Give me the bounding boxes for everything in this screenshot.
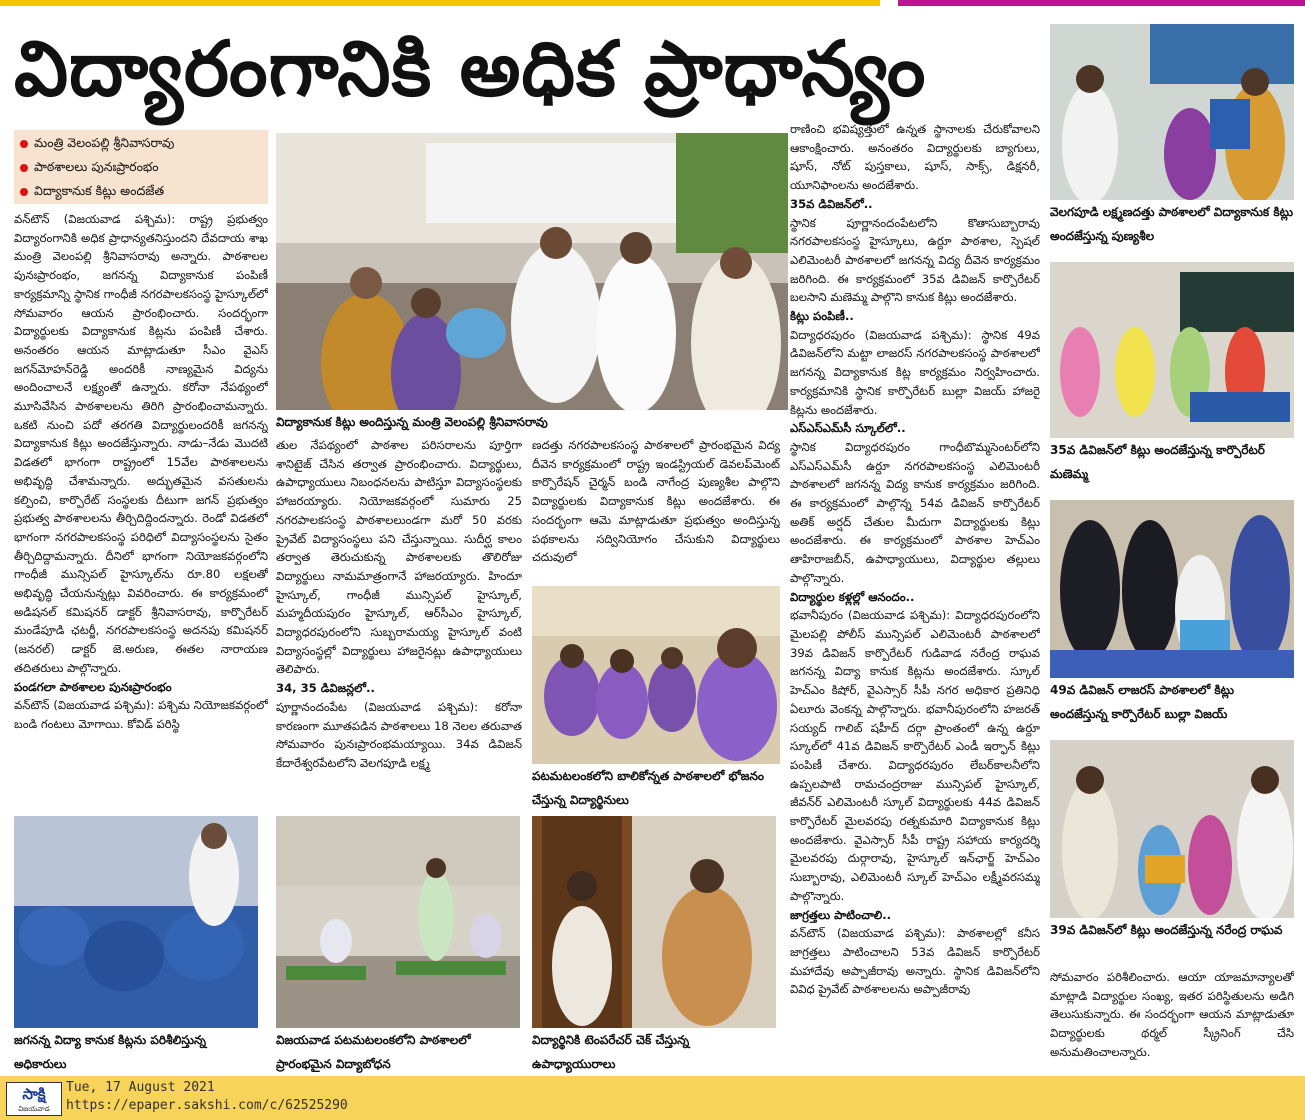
photo-caption: 39వ డివిజన్‌లో కిట్లు అందజేస్తున్న నరేంద్ర రాఘవ [1050,923,1283,937]
subheading: 34, 35 డివిజన్లలో.. [276,681,375,696]
photo-caption: విద్యార్థినికి టెంపరేచర్ చెక్ చేస్తున్న ఉపాధ్యాయురాలు [532,1033,690,1071]
subheading: జాగ్రత్తలు పాటించాలి.. [790,907,892,922]
headline: విద్యారంగానికి అధిక ప్రాధాన్యం [14,24,927,113]
classroom-photo [276,816,520,1028]
article-body: వన్‌టౌన్ (విజయవాడ పశ్చిమ): పాఠశాలల్లో కనీస జాగ్రత్తలు పాటించాలని 53వ డివిజన్ కార్పొరేటర్ మహాదేవు అప్పాజీరావు అన్నారు. స్థానిక డివిజన్‌లోని వివిధ ప్రైవేట్ పాఠశాలలను అప్పాజీరావు [790,926,1040,997]
photo-caption: 49వ డివిజన్ లాజరస్ పాఠశాలలో కిట్లు అందజేస్తున్న కార్పొరేటర్ బుల్లా విజయ్ [1050,683,1235,721]
article-body: తుల నేపథ్యంలో పాఠశాల పరిసరాలను పూర్తిగా శానిటైజ్ చేసిన తర్వాత ప్రారంభించారు. విద్యార్థులు, ఉపాధ్యాయులు నిబంధనలను పాటిస్తూ విద్యాసంస్థలకు హాజరయ్యారు. నియోజకవర్గంలో సుమారు 25 నగరపాలకసంస్థ పాఠశాలలుండగా మరో 50 వరకు ప్రైవేట్ విద్యాసంస్థలు పని చేస్తున్నాయి. సుదీర్ఘ కాలం తర్వాత తెరుచుకున్న పాఠశాలలకు తొలిరోజు విద్యార్థులు నామమాత్రంగానే హాజరయ్యారు. హిందూ హైస్కూల్, గాంధీజీ మున్సిపల్ హైస్కూల్, మహ్మదీయపురం హైస్కూల్, ఆర్‌సీఎం హైస్కూల్, విద్యాధరపురంలోని సుబ్బరామయ్య హైస్కూల్ వంటి విద్యాసంస్థల్లో విద్యార్థులు హాజరైనట్లు ఉపాధ్యాయులు తెలిపారు. [276,438,522,677]
bullet-dot-icon [20,164,28,172]
bullet-dot-icon [20,188,28,196]
article-column-5 [1050,968,1294,1068]
photo-caption: వెలగపూడి లక్ష్మణదత్తు పాఠశాలలో విద్యాకానుక కిట్లు అందజేస్తున్న పుణ్యశీల [1050,205,1294,243]
right-photo-3 [1050,500,1294,678]
right-photo-1 [1050,24,1294,200]
article-body: స్థానిక పూర్ణానందంపేటలోని కొతాసుబ్బారావు నగరపాలకసంస్థ హైస్కూలు, ఉర్దూ పాఠశాల, స్పెషల్ ఎలిమెంటరీ పాఠశాలలో జగనన్న విద్య దీవెన కార్యక్రమం జరిగింది. ఈ కార్యక్రమంలో 35వ డివిజన్ కార్పొరేటర్ బలసాని మణెమ్మ పాల్గొని కానుక కిట్లు అందజేశారు. [790,215,1040,305]
bullet-item: విద్యాకానుక కిట్లు అందజేత [20,180,164,202]
subheading: కిట్లు పంపిణీ.. [790,309,854,324]
article-body: వన్‌టౌన్ (విజయవాడ పశ్చిమ): పశ్చిమ నియోజకవర్గంలో బండి గంటలు మోగాయి. కోవిడ్ పరిస్థి [14,698,268,731]
temperature-photo [532,816,776,1028]
article-body: ణదత్తు నగరపాలకసంస్థ పాఠశాలలో ప్రారంభమైన విద్య దీవెన కార్యక్రమంలో రాష్ట్ర ఇండస్ట్రియల్ డెవలప్‌మెంట్ కార్పొరేషన్ చైర్మన్ బండి నాగేంద్ర పుణ్యశీల పాల్గొని విద్యార్థులకు విద్యాకానుక కిట్లు అందజేశారు. ఈ సందర్భంగా ఆమె మాట్లాడుతూ ప్రభుత్వం అందిస్తున్న పథకాలను సద్వినియోగం చేసుకుని విద్యార్థులు చదువులో [532,438,780,565]
subheading: విద్యార్థుల కళ్లల్లో ఆనందం.. [790,589,915,604]
photo-caption: 35వ డివిజన్‌లో కిట్లు అందజేస్తున్న కార్పొరేటర్ మణెమ్మ [1050,443,1265,481]
article-body: భవానీపురం (విజయవాడ పశ్చిమ): విద్యాధరపురంలోని మైలపల్లి పోలీస్ మున్సిపల్ ఎలిమెంటరీ పాఠశాలలో 39వ డివిజన్ కార్పొరేటర్ గుడివాడ నరేంద్ర రాఘవ జగనన్న విద్యా కానుక కిట్లను అందజేశారు. స్కూల్ హెచ్ఎం కిషోర్, వైఎస్సార్ సీపీ నగర అధికార ప్రతినిధి ఏలూరు వెంకన్న పాల్గొన్నారు. భవానీపురంలోని హజరత్ సయ్యద్ గాలిబ్ షహీద్ దర్గా ప్రాంతంలో ఉన్న ఉర్దూ స్కూల్‌లో 41వ డివిజన్ కార్పొరేటర్ ఎండీ ఇర్ఫాన్ కిట్లు పంపిణీ చేశారు. విద్యాధరపురం లేబర్‌కాలనీలోని ఉప్పలపాటి రామచంద్రరాజు మున్సిపల్ హైస్కూల్, జీవన్‌ర్ ఎలిమెంటరీ స్కూల్ విద్యార్థులకు 44వ డివిజన్ కార్పొరేటర్ మైలవరపు రత్నకుమారి విద్యాకానుక కిట్లు అందజేశారు. వైఎస్సార్ సీపీ రాష్ట్ర సహాయ కార్యదర్శి మైలవరపు దుర్గారావు, హైస్కూల్ ఇన్‌ఛార్జ్ హెచ్ఎం సుబ్బారావు, ఎలిమెంటరీ స్కూల్ హెచ్ఎం లక్ష్మీవరసమ్మ పాల్గొన్నారు. [790,608,1040,903]
bags-photo [14,816,258,1028]
bullet-dot-icon [20,140,28,148]
subheading: పండగలా పాఠశాలల పునఃప్రారంభం [14,679,172,694]
article-body: వన్‌టౌన్ (విజయవాడ పశ్చిమ): రాష్ట్ర ప్రభుత్వం విద్యారంగానికి అధిక ప్రాధాన్యతనిస్తుందని దేవదాయ శాఖ మంత్రి వెలంపల్లి శ్రీనివాసరావు అన్నారు. పాఠశాలల పునఃప్రారంభం, జగనన్న విద్యాకానుక పంపిణీ కార్యక్రమాన్ని స్థానిక గాంధీజీ నగరపాలకసంస్థ హైస్కూల్‌లో సోమవారం ఆయన ప్రారంభించారు. సందర్భంగా విద్యార్థులకు విద్యాకానుక కిట్లను పంపిణీ చేశారు. అనంతరం ఆయన మాట్లాడుతూ సీఎం వైఎస్ జగన్‌మోహన్‌రెడ్డి అందరికీ నాణ్యమైన విద్యను అందించాలనే లక్ష్యంతో ఉన్నారు. కరోనా నేపథ్యంలో మూసివేసిన పాఠశాలలను తిరిగి ప్రారంభించామన్నారు. ఒకటి నుంచి పదో తరగతి విద్యార్థులందరికీ జగనన్న విద్యాకానుక కిట్లు అందజేస్తున్నారు. నాడు–నేడు మొదటి విడతలో భాగంగా రాష్ట్రంలో 15వేల పాఠశాలలను అభివృద్ధి చేశామన్నారు. అద్భుతమైన వసతులను కల్పించి, కార్పొరేట్ సంస్థలకు దీటుగా జగన్ ప్రభుత్వం ప్రభుత్వ పాఠశాలలను తీర్చిదిద్దిందన్నారు. రెండో విడతలో భాగంగా నగరపాలకసంస్థ పరిధిలో విద్యాసంస్థలను సైతం తీర్చిదిద్దామన్నారు. దీనిలో భాగంగా నియోజకవర్గంలోని గాంధీజీ మున్సిపల్ హైస్కూల్‌ను రూ.80 లక్షలతో అభివృద్ధి చేయనున్నట్లు వివరించారు. ఈ కార్యక్రమంలో అడిషనల్ కమిషనర్ డాక్టర్ శ్రీనివాసరావు, కార్పొరేటర్ మండేపూడి ఛటర్జీ, నగరపాలకసంస్థ అదనపు కమిషనర్ (జనరల్) డాక్టర్ జె.అరుణ, ఈతల నారాయణ తదితరులు పాల్గొన్నారు. [14,212,268,675]
article-body: పూర్ణానందంపేట (విజయవాడ పశ్చిమ): కరోనా కారణంగా మూతపడిన పాఠశాలలు 18 నెలల తరువాత సోమవారం పునఃప్రారంభమయ్యాయి. 34వ డివిజన్ కేదారేశ్వరపేటలోని వెలగపూడి లక్ష్మ [276,699,522,770]
photo-caption: విద్యాకానుక కిట్లు అందిస్తున్న మంత్రి వెలంపల్లి శ్రీనివాసరావు [276,415,548,429]
article-body: సోమవారం పరిశీలించారు. ఆయా యాజమాన్యాలతో మాట్లాడి విద్యార్థుల సంఖ్య, ఇతర పరిస్థితులను అడిగి తెలుసుకున్నారు. ఈ సందర్భంగా ఆయన మాట్లాడుతూ విద్యార్థులకు థర్మల్ స్క్రీనింగ్ చేసి అనుమతించాలన్నారు. [1050,970,1294,1059]
article-column-4 [790,120,1040,1070]
photo-caption: పటమటలంకలోని బాలికోన్నత పాఠశాలలో భోజనం చేస్తున్న విద్యార్థినులు [532,769,764,807]
right-photo-4 [1050,740,1294,918]
top-color-bar [0,0,1305,6]
article-column-2 [276,436,522,806]
bullet-item: పాఠశాలలు పునఃప్రారంభం [20,156,159,178]
main-photo [276,133,788,410]
publish-date: Tue, 17 August 2021 [66,1080,215,1095]
lunch-photo [532,586,780,764]
article-body: విద్యాధరపురం (విజయవాడ పశ్చిమ): స్థానిక 49వ డివిజన్‌లోని మట్టా లాజరస్ నగరపాలకసంస్థ పాఠశాలలో జగనన్న విద్యాకానుక కిట్ల కార్యక్రమం నిర్వహించారు. కార్యక్రమానికి స్థానిక కార్పొరేటర్ బుల్లా విజయ్ హాజరై కిట్లను అందజేశారు. [790,327,1040,417]
article-column-3 [532,436,780,584]
article-body: రాణించి భవిష్యత్తులో ఉన్నత స్థానాలకు చేరుకోవాలని ఆకాంక్షించారు. అనంతరం విద్యార్థులకు బ్యాగులు, షూస్, నోట్ పుస్తకాలు, షూస్, సాక్స్, డిక్షనరీ, యూనిఫాంలను అందజేశారు. [790,122,1040,193]
subheading: 35వ డివిజన్‌లో.. [790,196,873,211]
bullet-box [14,130,268,204]
article-column-1 [14,210,268,806]
bullet-item: మంత్రి వెలంపల్లి శ్రీనివాసరావు [20,132,174,154]
photo-caption: విజయవాడ పటమటలంకలోని పాఠశాలలో ప్రారంభమైన విద్యాబోధన [276,1033,471,1071]
photo-caption: జగనన్న విద్యా కానుక కిట్లను పరిశీలిస్తున్న అధికారులు [14,1033,206,1071]
sakshi-logo: సాక్షి విజయవాడ [6,1082,62,1116]
subheading: ఎస్‌ఎస్‌ఎమ్‌సీ స్కూల్‌లో.. [790,421,906,436]
article-body: స్థానిక విద్యాధరపురం గాంధీబొమ్మసెంటర్‌లోని ఎస్ఎస్ఎమ్‌సీ ఉర్దూ నగరపాలకసంస్థ ఎలిమెంటరీ పాఠశాలలో జగనన్న విద్య కానుక కార్యక్రమం జరిగింది. ఈ కార్యక్రమంలో పాల్గొన్న 54వ డివిజన్ కార్పొరేటర్ అతిక్ అర్షద్ చేతుల మీదుగా విద్యార్థులకు కిట్లు అందజేశారు. ఈ కార్యక్రమంలో పాఠశాల హెచ్ఎం తాహిరాజబీన్, ఉపాధ్యాయులు, విద్యార్థుల తల్లులు పాల్గొన్నారు. [790,439,1040,585]
epaper-link[interactable]: https://epaper.sakshi.com/c/62525290 [66,1098,348,1113]
right-photo-2 [1050,262,1294,438]
